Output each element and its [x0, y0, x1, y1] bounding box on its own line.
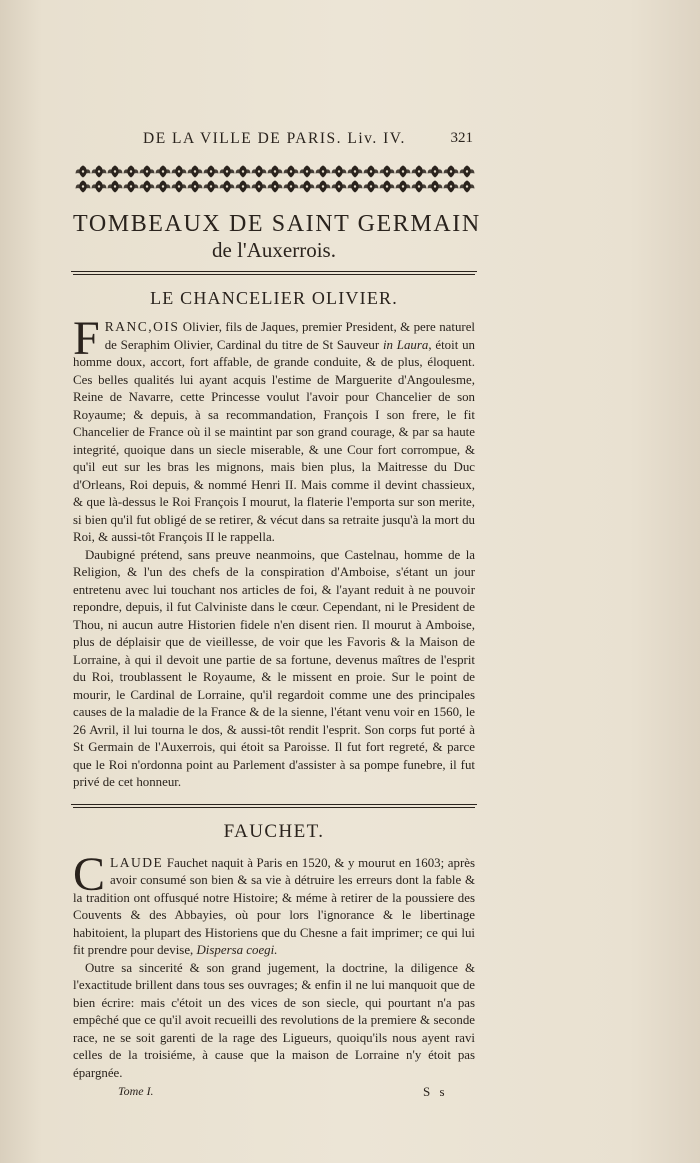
chapter-subtitle: de l'Auxerrois. — [212, 238, 336, 262]
dropcap: C — [73, 847, 106, 901]
fleuron-glyph — [76, 166, 91, 178]
page-footer — [73, 1084, 475, 1104]
fleuron-glyph — [300, 166, 315, 178]
fleuron-glyph — [348, 181, 363, 193]
italic-text: Dispersa coegi. — [196, 943, 278, 957]
fleuron-glyph — [204, 181, 219, 193]
small-caps-lead: LAUDE — [110, 854, 164, 870]
fleuron-glyph — [364, 181, 379, 193]
fleuron-glyph — [76, 181, 91, 193]
italic-text: in Laura — [382, 337, 429, 352]
fleuron-glyph — [204, 166, 219, 178]
fleuron-glyph — [332, 166, 347, 178]
fleuron-glyph — [268, 181, 283, 193]
fleuron-glyph — [92, 181, 107, 193]
fleuron-glyph — [412, 181, 427, 193]
paragraph-text: , étoit un homme doux, accort, fort affable, de grande conduite, & de plus, éloquent. Ces belles qualités lui ayant acquis l'estime de Marguerite d'Angoulesme, Reine de Navarre, cette Princesse voulut l'avoir pour Chancelier de son Royaume; & depuis, à sa recommandation, François I son frere, le fit Chancelier de France où il se maintint par son grand courage, & par sa haute integrité, quoique dans un siecle miserable, & une Cour fort corrompue, & qu'il eut sur les bras les mignons, mais bien plus, la Maitresse du Duc d'Orleans, Roi depuis, & nommé Henri II. Mais comme il devint chassieux, & que là-dessus le Roi François I mourut, la flaterie l'emporta sur son merite, si bien qu'il fut obligé de se retirer, & vécut dans sa retraite jusqu'à la mort du Roi, & aussi-tôt François II le rappella. — [73, 337, 475, 544]
fleuron-glyph — [380, 166, 395, 178]
double-rule-top-thin — [73, 274, 475, 275]
fleuron-glyph — [396, 166, 411, 178]
fleuron-ornament-band — [75, 164, 475, 194]
fleuron-glyph — [156, 181, 171, 193]
fleuron-glyph — [220, 166, 235, 178]
fleuron-glyph — [316, 166, 331, 178]
fleuron-glyph — [428, 166, 443, 178]
chapter-title: TOMBEAUX DE SAINT GERMAIN — [73, 211, 481, 237]
small-caps-lead: RANC,OIS — [104, 319, 180, 334]
fleuron-glyph — [284, 181, 299, 193]
fleuron-glyph — [140, 181, 155, 193]
double-rule-top — [71, 271, 477, 272]
fleuron-glyph — [428, 181, 443, 193]
volume-label: Tome I. — [118, 1084, 154, 1098]
fleuron-glyph — [460, 181, 475, 193]
fleuron-glyph — [124, 181, 139, 193]
fleuron-glyph — [108, 181, 123, 193]
section-heading-fauchet: FAUCHET. — [223, 820, 325, 842]
fleuron-glyph — [460, 166, 475, 178]
fleuron-glyph — [124, 166, 139, 178]
paragraph — [73, 312, 475, 547]
fleuron-glyph — [444, 181, 459, 193]
fleuron-glyph — [412, 166, 427, 178]
page-number: 321 — [450, 130, 473, 146]
paragraph-text: Olivier, fils de Jaques, premier President, & pere naturel de Seraphim Olivier, Cardinal du titre de St Sauveur — [104, 320, 475, 352]
fleuron-glyph — [268, 166, 283, 178]
fleuron-glyph — [348, 166, 363, 178]
fleuron-glyph — [236, 181, 251, 193]
fleuron-glyph — [316, 181, 331, 193]
double-rule-middle-thin — [73, 807, 475, 808]
fleuron-glyph — [364, 166, 379, 178]
fleuron-glyph — [444, 166, 459, 178]
signature-mark: S s — [423, 1084, 448, 1099]
section-fauchet — [73, 821, 475, 1083]
fleuron-glyph — [188, 166, 203, 178]
fleuron-glyph — [156, 166, 171, 178]
fleuron-glyph — [252, 181, 267, 193]
fleuron-glyph — [284, 166, 299, 178]
double-rule-middle — [71, 804, 477, 805]
fleuron-glyph — [172, 181, 187, 193]
fleuron-glyph — [380, 181, 395, 193]
paragraph — [73, 847, 475, 960]
dropcap: F — [73, 312, 100, 365]
text-column — [73, 128, 481, 1104]
fleuron-glyph — [396, 181, 411, 193]
fleuron-glyph — [236, 166, 251, 178]
running-head-title: DE LA VILLE DE PARIS. Liv. IV. — [143, 130, 406, 147]
fleuron-glyph — [300, 181, 315, 193]
fleuron-glyph — [220, 181, 235, 193]
section-heading-olivier: LE CHANCELIER OLIVIER. — [150, 288, 398, 308]
paragraph: Daubigné prétend, sans preuve neanmoins, que Castelnau, homme de la Religion, & l'un des chefs de la conspiration d'Amboise, s'étant un jour entretenu avec lui touchant nos articles de foi, & l'ayant reduit à ne pouvoir repondre, depuis, il fut Calviniste dans le cœur. Cependant, ni le President de Thou, ni aucun autre Historien fidele n'en disent rien. Il mourut à Amboise, plus de déplaisir que de vieillesse, de voir que les Favoris & la Maison de Lorraine, à qui il devoit une partie de sa fortune, devenus maîtres de l'esprit du Roi, troublassent le Royaume, & le missent en proie. Sur le point de mourir, le Cardinal de Lorraine, qu'il regardoit comme une des principales causes de la maladie de la France & de la sienne, l'étant venu voir en 1560, le 26 Avril, il lui tourna le dos, & aussi-tôt rendit l'esprit. Son corps fut porté à St Germain de l'Auxerrois, qui étoit sa Paroisse. Il fut fort regreté, & parce que le Roi n'ordonna point au Parlement d'assister à sa pompe funebre, il fut privé de cet honneur. — [73, 547, 475, 789]
running-head — [73, 128, 475, 150]
fleuron-glyph — [172, 166, 187, 178]
section-olivier — [73, 287, 475, 792]
fleuron-glyph — [252, 166, 267, 178]
paragraph: Outre sa sincerité & son grand jugement, la doctrine, la diligence & l'exactitude brillent dans tous ses ouvrages; & enfin il ne lui manquoit que de bien écrire: mais c'étoit un des vices de son siecle, qui pourtant n'a pas empêché que ce qu'il avoit recueilli des revolutions de la premiere & seconde race, ne se soit garenti de la rage des Ligueurs, quoiqu'ils nous ayent ravi celles de la troisiéme, à cause que la maison de Lorraine n'y étoit pas épargnée. — [73, 960, 475, 1080]
fleuron-glyph — [92, 166, 107, 178]
paragraph-text: Fauchet naquit à Paris en 1520, & y mourut en 1603; après avoir consumé son bien & sa vie à détruire les erreurs dont la fable & la tradition ont offusqué notre Histoire; & méme à retirer de la poussiere des Couvents & des Abbayies, où pour lors l'ignorance & le libertinage habitoient, la plupart des Historiens que du Chesne a fait imprimer; ce qui lui fit prendre pour devise, — [73, 855, 475, 957]
fleuron-glyph — [332, 181, 347, 193]
fleuron-glyph — [188, 181, 203, 193]
fleuron-glyph — [108, 166, 123, 178]
fleuron-glyph — [140, 166, 155, 178]
